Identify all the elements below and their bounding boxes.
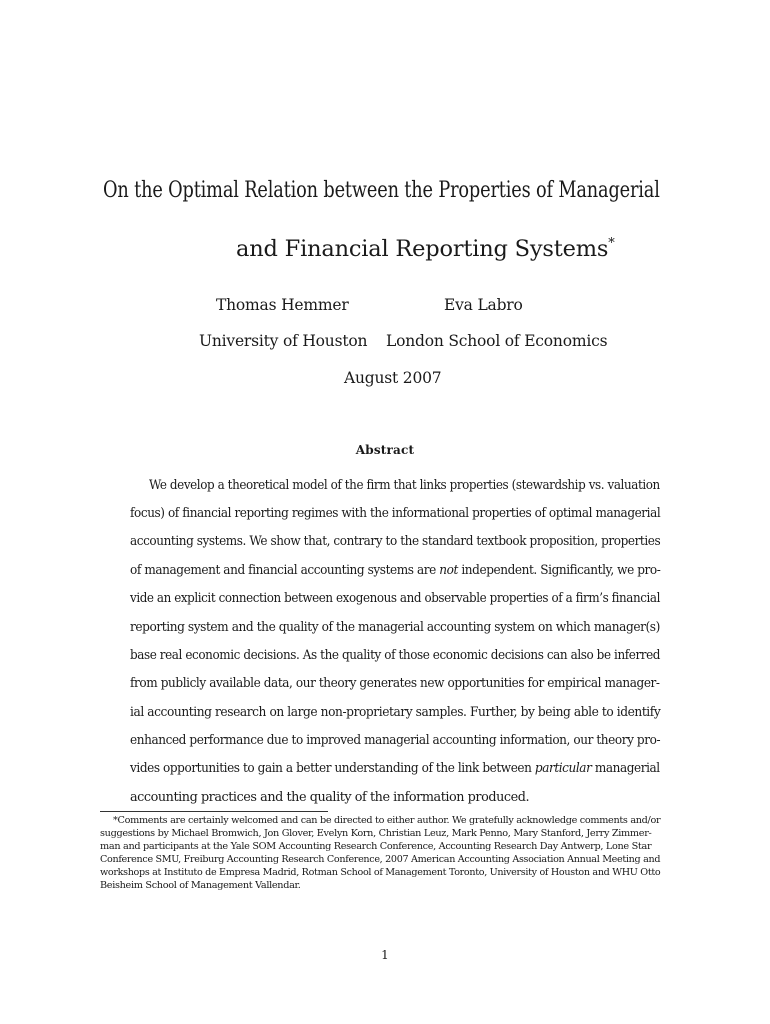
paper-title-line-1: On the Optimal Relation between the Properties of Managerial: [103, 177, 660, 203]
footnote-line: Beisheim School of Management Vallendar.: [100, 880, 301, 891]
author-affiliation-2: London School of Economics: [386, 332, 608, 350]
abstract-line: base real economic decisions. As the quality of those economic decisions can also be inferred: [130, 648, 661, 663]
footnote-rule: [100, 811, 328, 812]
abstract-heading: Abstract: [355, 443, 415, 457]
abstract-line: enhanced performance due to improved managerial accounting information, our theory pro-: [130, 733, 661, 748]
paper-date: August 2007: [344, 369, 442, 387]
page-number: 1: [381, 948, 389, 962]
abstract-line: focus) of financial reporting regimes with the informational properties of optimal managerial: [130, 506, 661, 521]
footnote-line: suggestions by Michael Bromwich, Jon Glover, Evelyn Korn, Christian Leuz, Mark Penno, Mary Stanford, Jerry Zimmer-: [100, 828, 652, 839]
abstract-line: reporting system and the quality of the managerial accounting system on which manager(s): [130, 620, 660, 635]
abstract-line: ial accounting research on large non-proprietary samples. Further, by being able to identify: [130, 705, 661, 720]
footnote-line: man and participants at the Yale SOM Accounting Research Conference, Accounting Research Day Antwerp, Lone Star: [100, 841, 652, 852]
author-name-2: Eva Labro: [444, 296, 523, 314]
author-affiliation-1: University of Houston: [199, 332, 368, 350]
paper-title-line-2: [236, 236, 615, 262]
abstract-line: We develop a theoretical model of the firm that links properties (stewardship vs. valuation: [149, 478, 660, 493]
abstract-line: vides opportunities to gain a better understanding of the link between particular managerial: [130, 761, 660, 776]
footnote-line: Conference SMU, Freiburg Accounting Research Conference, 2007 American Accounting Association Annual Meeting and: [100, 854, 661, 865]
abstract-line: of management and financial accounting systems are not independent. Significantly, we pro-: [130, 563, 661, 578]
paper-title-line-2-text: and Financial Reporting Systems: [236, 236, 609, 262]
author-name-1: Thomas Hemmer: [216, 296, 349, 314]
footnote-line: *Comments are certainly welcomed and can be directed to either author. We gratefully acknowledge comments and/or: [113, 815, 661, 826]
emphasis-particular: particular: [534, 761, 592, 776]
title-footnote-marker: *: [608, 236, 615, 251]
abstract-line: from publicly available data, our theory generates new opportunities for empirical manager-: [130, 676, 660, 691]
abstract-line: vide an explicit connection between exogenous and observable properties of a firm’s financial: [130, 591, 660, 606]
abstract-line: accounting practices and the quality of the information produced.: [130, 790, 530, 805]
emphasis-not: not: [439, 563, 458, 578]
footnote-line: workshops at Instituto de Empresa Madrid, Rotman School of Management Toronto, University of Houston and WHU Otto: [100, 867, 661, 878]
abstract-line: accounting systems. We show that, contrary to the standard textbook proposition, properties: [130, 534, 661, 549]
